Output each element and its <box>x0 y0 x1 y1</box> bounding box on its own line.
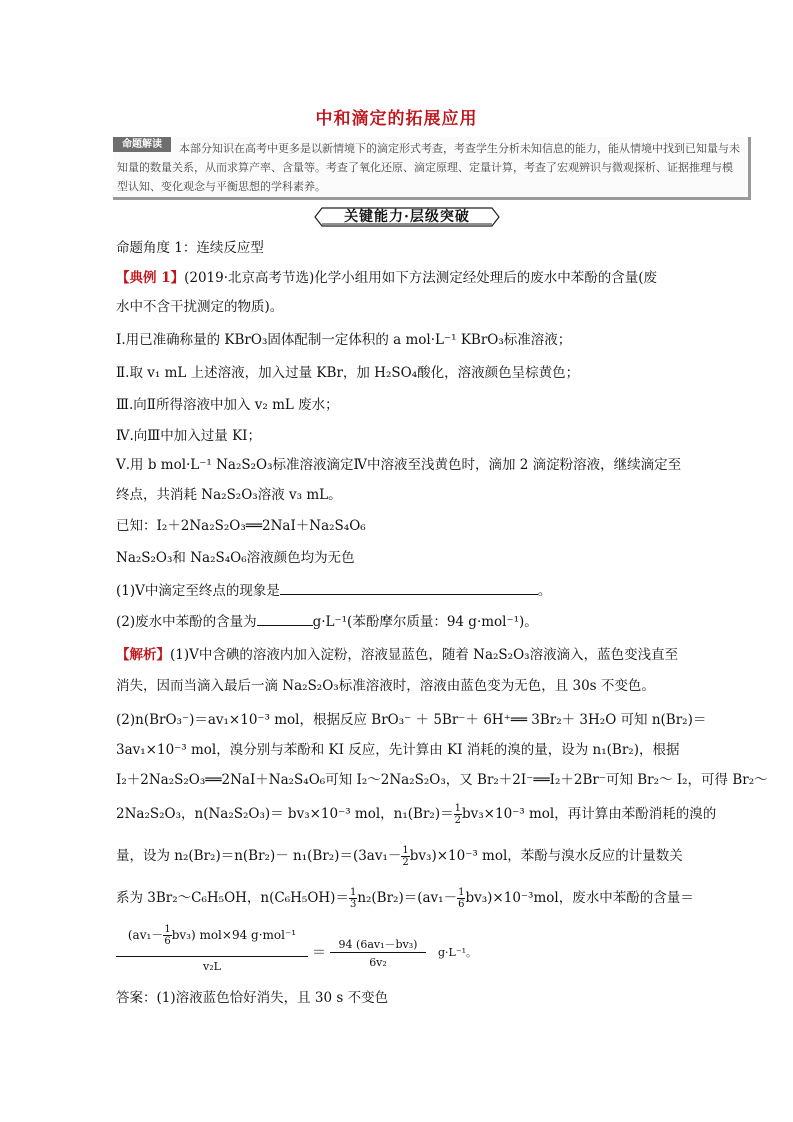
angle-heading: 命题角度 1：连续反应型 <box>116 240 264 256</box>
intro-tag: 命题解读 <box>113 137 171 152</box>
step-1: Ⅰ.用已准确称量的 KBrO₃固体配制一定体积的 a mol·L⁻¹ KBrO₃标准溶液； <box>116 332 572 348</box>
example-line-1 <box>116 268 657 288</box>
question-1 <box>116 580 551 601</box>
known-1: 已知：I₂＋2Na₂S₂O₃══2NaI＋Na₂S₄O₆ <box>116 518 366 534</box>
page-title: 中和滴定的拓展应用 <box>315 109 478 129</box>
analysis-text-6b: bv₃×10⁻³ mol，再计算由苯酚消耗的溴的 <box>461 806 717 822</box>
fraction-half: $\frac{1}{2}$ <box>454 803 461 826</box>
analysis-text-8c: bv₃)×10⁻³mol，废水中苯酚的含量＝ <box>465 890 694 906</box>
step-5a: Ⅴ.用 b mol·L⁻¹ Na₂S₂O₃标准溶液滴定Ⅳ中溶液至浅黄色时，滴加 2 滴淀粉溶液，继续滴定至 <box>116 457 682 473</box>
analysis-line-6 <box>116 803 716 826</box>
question-2 <box>116 611 538 632</box>
step-5b: 终点，共消耗 Na₂S₂O₃溶液 v₃ mL。 <box>116 487 342 503</box>
answer-blank-1[interactable] <box>280 580 538 595</box>
answer-line: 答案：(1)溶液蓝色恰好消失，且 30 s 不变色 <box>116 990 389 1006</box>
answer-blank-2[interactable] <box>257 611 313 626</box>
fraction-sixth-2: $\frac{1}{6}$ <box>164 924 171 947</box>
fraction-half-2: $\frac{1}{2}$ <box>402 845 409 868</box>
question-1-end: 。 <box>537 583 552 599</box>
example-text-1: (2019·北京高考节选)化学小组用如下方法测定经处理后的废水中苯酚的含量(废 <box>184 270 658 286</box>
question-2-text: (2)废水中苯酚的含量为 <box>116 614 257 630</box>
fraction-sixth: $\frac{1}{6}$ <box>458 887 465 910</box>
intro-text: 本部分知识在高考中更多是以新情境下的滴定形式考查，考查学生分析未知信息的能力，能从情境中找到已知量与未知量的数量关系，从而求算产率、含量等。考查了氧化还原、滴定原理、定量计算，考查了宏观辨识与微观探析、证据推理与模型认知、变化观念与平衡思想的学科素养。 <box>117 142 740 193</box>
step-3: Ⅲ.向Ⅱ所得溶液中加入 v₂ mL 废水； <box>116 397 339 413</box>
formula-unit: g·L⁻¹。 <box>438 946 478 959</box>
step-4: Ⅳ.向Ⅲ中加入过量 KI； <box>116 428 262 444</box>
formula-denominator: v₂L <box>203 960 221 973</box>
example-label: 【典例 1】 <box>116 270 185 286</box>
banner-text: 关键能力·层级突破 <box>344 209 470 225</box>
analysis-text-8b: n₂(Br₂)＝(av₁－ <box>357 890 458 906</box>
section-banner <box>314 207 500 227</box>
analysis-line-7 <box>116 845 683 868</box>
intro-box <box>113 137 751 200</box>
question-2-end: g·L⁻¹(苯酚摩尔质量：94 g·mol⁻¹)。 <box>312 614 538 630</box>
formula-equals: ＝ <box>312 945 326 961</box>
analysis-text-7b: bv₃)×10⁻³ mol，苯酚与溴水反应的计量数关 <box>409 848 683 864</box>
analysis-line-8 <box>116 887 694 910</box>
step-2: Ⅱ.取 v₁ mL 上述溶液，加入过量 KBr，加 H₂SO₄酸化，溶液颜色呈棕黄色； <box>116 365 580 381</box>
analysis-line-5: I₂＋2Na₂S₂O₃══2NaI＋Na₂S₄O₆可知 I₂～2Na₂S₂O₃，又 Br₂＋2I⁻══I₂＋2Br⁻可知 Br₂～ I₂，可得 Br₂～ <box>116 772 768 788</box>
formula-rhs-denominator: 6v₂ <box>369 956 387 969</box>
question-1-text: (1)Ⅴ中滴定至终点的现象是 <box>116 583 280 599</box>
analysis-text-7a: 量，设为 n₂(Br₂)＝n(Br₂)－ n₁(Br₂)＝(3av₁－ <box>116 848 402 864</box>
analysis-line-1 <box>116 645 678 665</box>
analysis-line-3: (2)n(BrO₃⁻)＝av₁×10⁻³ mol，根据反应 BrO₃⁻ ＋ 5Br⁻＋ 6H⁺══ 3Br₂＋ 3H₂O 可知 n(Br₂)＝ <box>116 712 707 728</box>
known-2: Na₂S₂O₃和 Na₂S₄O₆溶液颜色均为无色 <box>116 550 355 566</box>
formula-numerator: (av₁－ $\frac{1}{6}$ bv₃) mol×94 g·mol⁻¹ <box>116 924 308 957</box>
fraction-third: $\frac{1}{3}$ <box>349 887 357 910</box>
analysis-text-8a: 系为 3Br₂～C₆H₅OH，n(C₆H₅OH)＝ <box>116 890 349 906</box>
analysis-text-1: (1)Ⅴ中含碘的溶液内加入淀粉，溶液显蓝色，随着 Na₂S₂O₃溶液滴入，蓝色变浅直至 <box>170 647 679 663</box>
example-line-2: 水中不含干扰测定的物质)。 <box>116 299 284 315</box>
analysis-line-2: 消失，因而当滴入最后一滴 Na₂S₂O₃标准溶液时，溶液由蓝色变为无色，且 30s 不变色。 <box>116 678 655 694</box>
analysis-text-6a: 2Na₂S₂O₃，n(Na₂S₂O₃)＝ bv₃×10⁻³ mol，n₁(Br₂)＝ <box>116 806 454 822</box>
analysis-label: 【解析】 <box>116 647 170 663</box>
result-formula <box>116 924 516 978</box>
formula-rhs-numerator: 94 (6av₁－bv₃) <box>330 936 426 953</box>
analysis-line-4: 3av₁×10⁻³ mol，溴分别与苯酚和 KI 反应，先计算由 KI 消耗的溴的量，设为 n₁(Br₂)，根据 <box>116 742 680 758</box>
